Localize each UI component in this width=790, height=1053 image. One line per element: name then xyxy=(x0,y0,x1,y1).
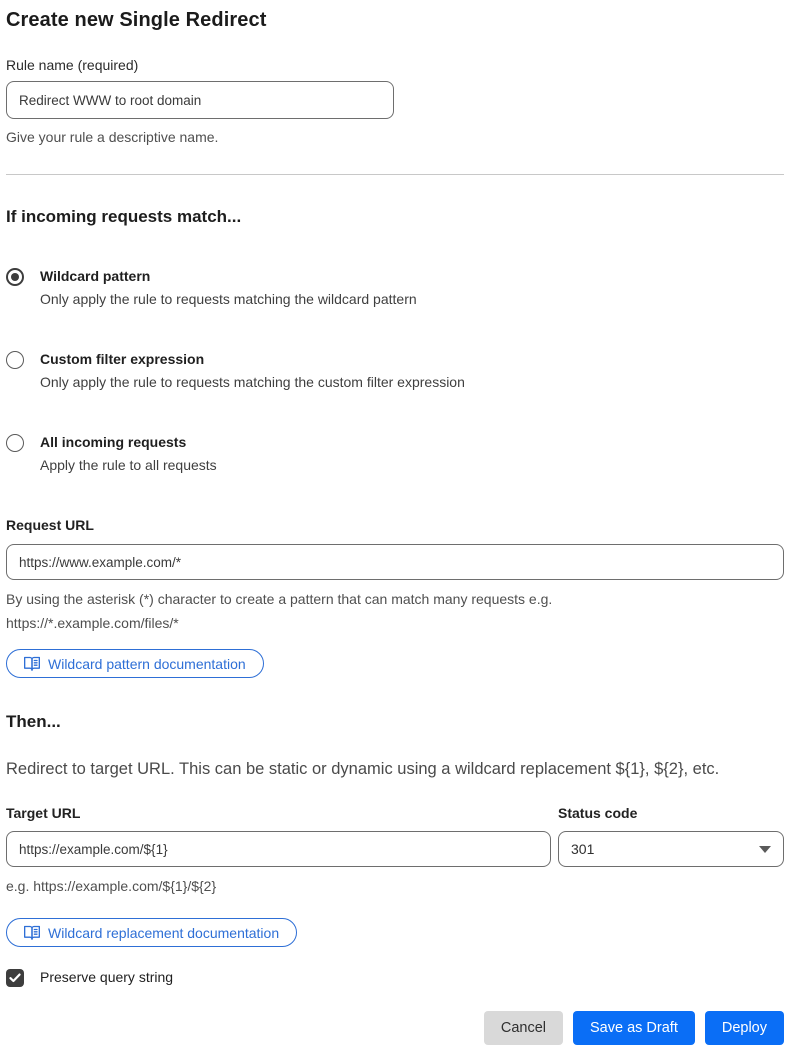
target-url-label: Target URL xyxy=(6,805,81,821)
radio-option-wildcard-pattern[interactable] xyxy=(6,267,784,309)
radio-option-label: All incoming requests xyxy=(40,434,187,450)
checkbox-checked-icon[interactable] xyxy=(6,969,24,987)
page-title: Create new Single Redirect xyxy=(6,9,267,31)
request-url-input[interactable] xyxy=(6,544,784,580)
preserve-query-string-row[interactable] xyxy=(6,968,784,987)
status-code-value: 301 xyxy=(571,841,595,857)
status-code-select[interactable] xyxy=(558,831,784,867)
match-section-heading: If incoming requests match... xyxy=(6,207,242,226)
rule-name-input[interactable] xyxy=(6,81,394,119)
radio-option-label: Custom filter expression xyxy=(40,351,205,367)
radio-unselected-icon[interactable] xyxy=(6,351,24,369)
radio-option-text xyxy=(40,267,417,309)
cancel-button[interactable]: Cancel xyxy=(484,1011,563,1045)
request-url-hint-line-2: https://*.example.com/files/* xyxy=(6,615,179,631)
form-actions xyxy=(6,1011,784,1045)
request-url-label: Request URL xyxy=(6,517,94,533)
then-section-description: Redirect to target URL. This can be static or dynamic using a wildcard replacement ${1}, ${2}, etc. xyxy=(6,760,720,778)
then-section-heading: Then... xyxy=(6,712,61,731)
open-book-icon xyxy=(24,656,40,671)
section-divider xyxy=(6,174,784,175)
preserve-query-string-label: Preserve query string xyxy=(40,969,174,985)
target-url-input[interactable] xyxy=(6,831,551,867)
status-code-label: Status code xyxy=(558,805,638,821)
radio-unselected-icon[interactable] xyxy=(6,434,24,452)
radio-option-description: Apply the rule to all requests xyxy=(40,457,217,473)
target-url-hint: e.g. https://example.com/${1}/${2} xyxy=(6,878,217,894)
wildcard-pattern-docs-button[interactable] xyxy=(6,649,264,678)
wildcard-replacement-docs-button[interactable] xyxy=(6,918,297,947)
request-url-hint xyxy=(6,587,784,635)
radio-option-description: Only apply the rule to requests matching the custom filter expression xyxy=(40,374,465,390)
save-as-draft-button[interactable]: Save as Draft xyxy=(573,1011,695,1045)
radio-option-description: Only apply the rule to requests matching the wildcard pattern xyxy=(40,291,417,307)
match-options-radio-group xyxy=(6,267,784,475)
rule-name-hint: Give your rule a descriptive name. xyxy=(6,129,219,145)
status-code-field xyxy=(558,804,784,867)
radio-option-text xyxy=(40,433,217,475)
open-book-icon xyxy=(24,925,40,940)
radio-option-text xyxy=(40,350,465,392)
radio-option-custom-filter-expression[interactable] xyxy=(6,350,784,392)
target-url-field xyxy=(6,804,551,898)
radio-option-all-incoming-requests[interactable] xyxy=(6,433,784,475)
request-url-hint-line-1: By using the asterisk (*) character to create a pattern that can match many requests e.g. xyxy=(6,591,553,607)
radio-option-label: Wildcard pattern xyxy=(40,268,151,284)
target-and-status-row xyxy=(6,804,784,898)
deploy-button[interactable]: Deploy xyxy=(705,1011,784,1045)
doc-button-label: Wildcard pattern documentation xyxy=(48,655,246,672)
rule-name-label: Rule name (required) xyxy=(6,57,139,73)
radio-selected-icon[interactable] xyxy=(6,268,24,286)
doc-button-label: Wildcard replacement documentation xyxy=(48,924,280,941)
chevron-down-icon xyxy=(759,846,771,853)
